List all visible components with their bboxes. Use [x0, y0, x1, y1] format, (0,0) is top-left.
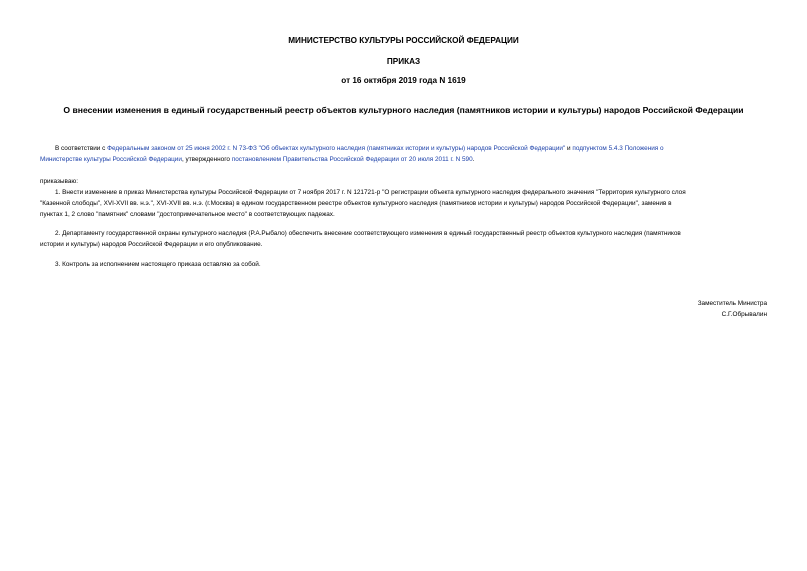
item-1-line-2: "Казенной слободы", XVI-XVII вв. н.э.", XVI-XVII вв. н.э. (г.Москва) в едином государственном реестре объектов культурного наследия (памятников истории и культуры) народов Российской Федерации", заменив в — [40, 200, 672, 207]
government-resolution-link[interactable]: постановлением Правительства Российской Федерации от 20 июля 2011 г. N 590 — [231, 156, 473, 163]
doc-type-heading: ПРИКАЗ — [386, 57, 421, 66]
regulation-subparagraph-link-cont[interactable]: Министерстве культуры Российской Федерации — [40, 156, 182, 163]
document-title: О внесении изменения в единый государственный реестр объектов культурного наследия (памятников истории и культуры) народов Российской Федерации — [63, 105, 744, 115]
item-2-line-2: истории и культуры) народов Российской Федерации и его опубликование. — [40, 241, 263, 248]
order-word: приказываю: — [40, 178, 78, 185]
signature-name: С.Г.Обрывалин — [721, 311, 767, 318]
signature-position: Заместитель Министра — [697, 300, 767, 307]
item-1-line-3: пунктах 1, 2 слово "памятник" словами "достопримечательное место" в соответствующих падежах. — [40, 211, 335, 218]
ministry-heading: МИНИСТЕРСТВО КУЛЬТУРЫ РОССИЙСКОЙ ФЕДЕРАЦИИ — [288, 36, 519, 45]
regulation-subparagraph-link[interactable]: подпунктом 5.4.3 Положения о — [572, 145, 664, 152]
federal-law-link[interactable]: Федеральным законом от 25 июня 2002 г. N 73-ФЗ "Об объектах культурного наследия (памятниках истории и культуры) народов Российской Федерации" — [107, 145, 566, 152]
preamble-line-2: Министерстве культуры Российской Федерации, утвержденного постановлением Правительства Российской Федерации от 20 июля 2011 г. N 590. — [40, 156, 475, 163]
preamble-line-1: В соответствии с Федеральным законом от 25 июня 2002 г. N 73-ФЗ "Об объектах культурного наследия (памятниках истории и культуры) народов Российской Федерации" и подпунктом 5.4.3 Положения о — [55, 145, 664, 152]
item-2-line-1: 2. Департаменту государственной охраны культурного наследия (Р.А.Рыбало) обеспечить внесение соответствующего изменения в единый государственный реестр объектов культурного наследия (памятников — [55, 230, 681, 237]
date-number-heading: от 16 октября 2019 года N 1619 — [341, 76, 466, 85]
item-3-line-1: 3. Контроль за исполнением настоящего приказа оставляю за собой. — [55, 261, 261, 268]
item-1-line-1: 1. Внести изменение в приказ Министерства культуры Российской Федерации от 7 ноября 2017 г. N 121721-р "О регистрации объекта культурного наследия федерального значения "Территория культурного слоя — [55, 189, 686, 196]
